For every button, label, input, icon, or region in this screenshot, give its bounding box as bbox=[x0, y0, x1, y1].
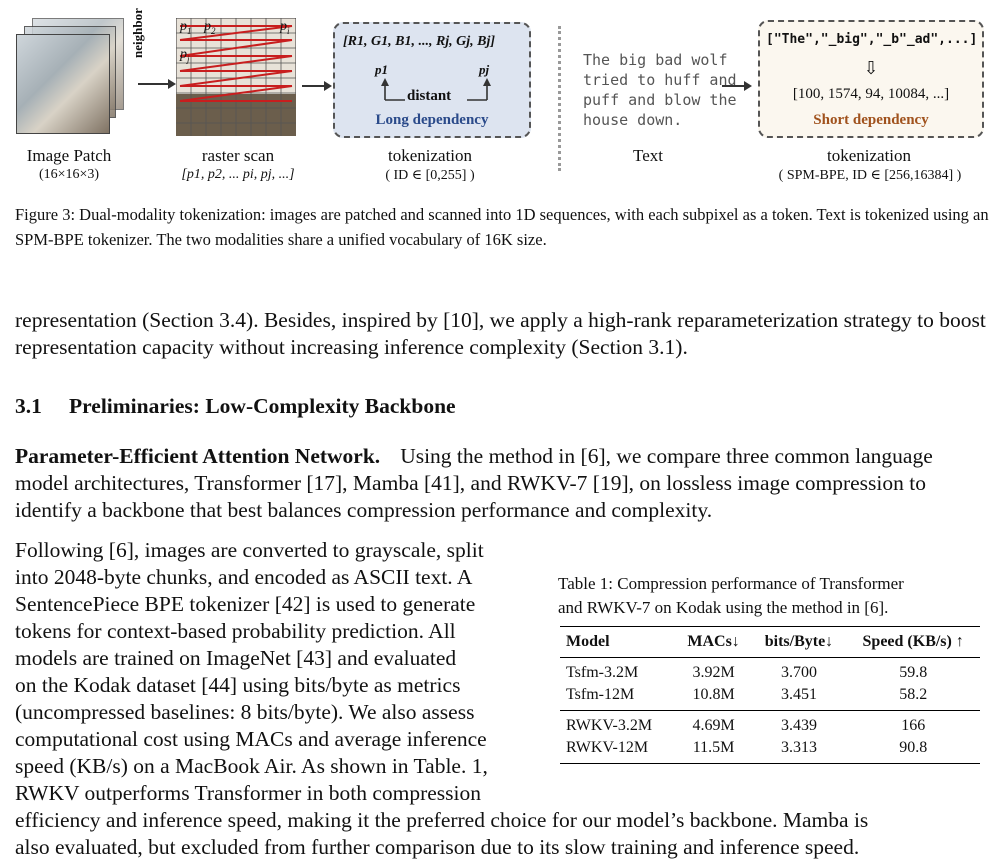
section-title: Preliminaries: Low-Complexity Backbone bbox=[69, 394, 456, 418]
paragraph-representation: representation (Section 3.4). Besides, inspired by [10], we apply a high-rank reparameterization strategy to boost representation capacity without increasing inference complexity (Section 3.1). bbox=[15, 308, 986, 359]
arrow-right-icon bbox=[300, 78, 332, 94]
pixel-label-p2: $p_2$ bbox=[204, 19, 216, 36]
raster-scan-sequence: [p1, p2, ... pi, pj, ...] bbox=[181, 167, 295, 182]
short-dependency-box bbox=[758, 20, 984, 138]
image-tokenization-label: tokenization bbox=[387, 146, 473, 165]
text-token-strings: ["The","_big","_b"_ad",...] bbox=[766, 32, 978, 47]
table-1 bbox=[560, 626, 980, 764]
image-patch-size: (16×16×3) bbox=[38, 167, 100, 182]
arrow-right-icon bbox=[136, 76, 176, 92]
section-number: 3.1 bbox=[15, 394, 42, 418]
image-patch-label: Image Patch bbox=[26, 146, 112, 165]
table-1-caption: Table 1: Compression performance of Transformer and RWKV-7 on Kodak using the method in [6]. bbox=[558, 574, 904, 617]
table-row: RWKV-12M 11.5M 3.313 90.8 bbox=[566, 739, 928, 756]
text-tokenization-range: ( SPM-BPE, ID ∈ [256,16384] ) bbox=[778, 168, 962, 183]
token-p1: p1 bbox=[375, 62, 388, 77]
paragraph-lead: Parameter-Efficient Attention Network. bbox=[15, 444, 381, 468]
paragraph-following-left: Following [6], images are converted to grayscale, split into 2048-byte chunks, and encoded as ASCII text. A SentencePiece BPE tokenizer [42] is used to generate tokens for context-based probability prediction. All models are trained on ImageNet [43] and evaluated on the Kodak dataset [44] using bits/byte as metrics (uncompressed baselines: 8 bits/byte). We also assess computational cost using MACs and average inference speed (KB/s) on a MacBook Air. As shown in Table. 1, RWKV outperforms Transformer in both compression bbox=[15, 538, 488, 805]
neighbor-label: neighbor bbox=[130, 8, 145, 58]
token-pj: pj bbox=[479, 62, 490, 77]
table-row: RWKV-3.2M 4.69M 3.439 166 bbox=[566, 717, 926, 734]
raster-scan-label: raster scan bbox=[201, 146, 275, 165]
figure-caption: Figure 3: Dual-modality tokenization: images are patched and scanned into 1D sequences, with each subpixel as a token. Text is tokenized using an SPM-BPE tokenizer. The two modalities share a unified vocabulary of 16K size. bbox=[15, 205, 989, 249]
figure-3 bbox=[0, 0, 1003, 195]
raster-scan-grid bbox=[176, 18, 296, 136]
short-dependency-label: Short dependency bbox=[813, 112, 929, 128]
text-token-ids: [100, 1574, 94, 10084, ...] bbox=[792, 86, 950, 102]
section-heading bbox=[15, 394, 456, 419]
image-token-sequence: [R1, G1, B1, ..., Rj, Gj, Bj] bbox=[343, 34, 496, 49]
image-tokenization-range: ( ID ∈ [0,255] ) bbox=[385, 168, 475, 183]
table-header-row: Model MACs↓ bits/Byte↓ Speed (KB/s) ↑ bbox=[566, 633, 964, 650]
arrow-right-icon bbox=[720, 78, 752, 94]
text-sample: The big bad wolf tried to huff and puff and blow the house down. bbox=[583, 51, 737, 129]
long-dependency-label: Long dependency bbox=[375, 112, 489, 128]
table-row: Tsfm-12M 10.8M 3.451 58.2 bbox=[566, 686, 928, 703]
pixel-label-p1: $p_1$ bbox=[180, 19, 192, 36]
long-dependency-box bbox=[333, 22, 531, 138]
pixel-label-pj: $p_j$ bbox=[180, 47, 190, 64]
text-label: Text bbox=[633, 146, 663, 165]
image-patch-thumbnail bbox=[16, 34, 110, 134]
table-row: Tsfm-3.2M 3.92M 3.700 59.8 bbox=[566, 664, 928, 681]
text-tokenization-label: tokenization bbox=[826, 146, 912, 165]
paragraph-following-full: efficiency and inference speed, making it the preferred choice for our model’s backbone. Mamba is also evaluated, but excluded from further comparison due to its slow training and inference speed. bbox=[15, 808, 869, 859]
distant-label: distant bbox=[407, 88, 452, 104]
paragraph-body: Using the method in [6], we compare three common language model architectures, Transformer [17], Mamba [41], and RWKV-7 [19], on lossless image compression to identify a backbone that best balances compression performance and complexity. bbox=[15, 444, 933, 522]
figure-divider bbox=[558, 26, 561, 171]
table-1-grid bbox=[560, 627, 980, 759]
pixel-label-pi: $p_i$ bbox=[280, 19, 290, 36]
down-arrow-icon: ⇩ bbox=[863, 58, 879, 78]
paragraph-attention-network bbox=[15, 443, 990, 524]
